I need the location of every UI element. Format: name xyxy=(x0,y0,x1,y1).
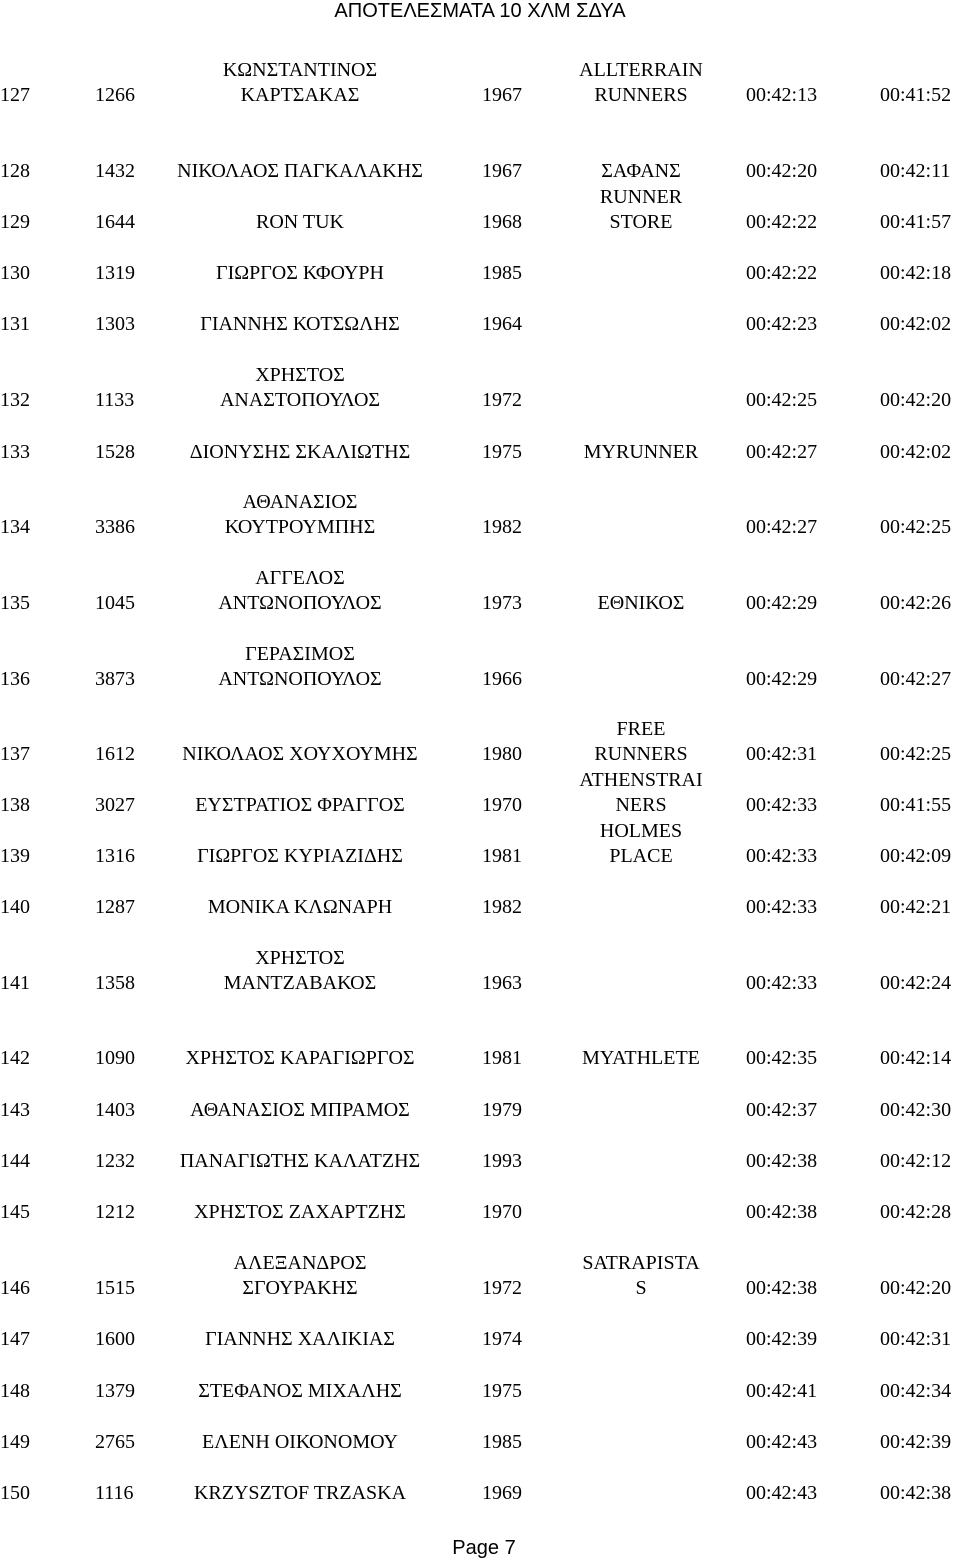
table-row xyxy=(0,415,960,465)
result-year: 1975 xyxy=(482,441,522,463)
result-net-time: 00:42:11 xyxy=(880,160,951,182)
result-position: 129 xyxy=(0,211,30,233)
result-time: 00:42:39 xyxy=(746,1328,818,1350)
result-net-time: 00:42:14 xyxy=(880,1047,952,1069)
result-year: 1968 xyxy=(482,211,522,233)
result-time: 00:42:33 xyxy=(746,794,818,816)
result-name: ΧΡΗΣΤΟΣ ΚΑΡΑΓΙΩΡΓΟΣ xyxy=(185,1047,415,1069)
result-position: 138 xyxy=(0,794,30,816)
result-year: 1963 xyxy=(482,972,522,994)
result-time: 00:42:38 xyxy=(746,1150,818,1172)
table-row xyxy=(0,1302,960,1352)
table-row xyxy=(0,287,960,337)
result-year: 1966 xyxy=(482,668,522,690)
result-name: KRZYSZTOF TRZASKA xyxy=(193,1482,407,1504)
result-name: ΕΥΣΤΡΑΤΙΟΣ ΦΡΑΓΓΟΣ xyxy=(195,794,405,816)
result-year: 1993 xyxy=(482,1150,522,1172)
result-net-time: 00:42:20 xyxy=(880,1277,952,1299)
result-bib: 1212 xyxy=(95,1201,135,1223)
result-name: ΝΙΚΟΛΑΟΣ ΧΟΥΧΟΥΜΗΣ xyxy=(182,743,418,765)
result-net-time: 00:42:25 xyxy=(880,743,952,765)
result-year: 1981 xyxy=(482,845,522,867)
result-name: ΣΤΕΦΑΝΟΣ ΜΙΧΑΛΗΣ xyxy=(198,1380,402,1402)
result-bib: 1116 xyxy=(95,1482,134,1504)
result-year: 1982 xyxy=(482,896,522,918)
result-name: ΓΕΡΑΣΙΜΟΣ ΑΝΤΩΝΟΠΟΥΛΟΣ xyxy=(218,643,382,690)
result-year: 1979 xyxy=(482,1099,522,1121)
result-name: ΑΓΓΕΛΟΣ ΑΝΤΩΝΟΠΟΥΛΟΣ xyxy=(218,567,382,614)
result-position: 132 xyxy=(0,389,30,411)
result-net-time: 00:42:26 xyxy=(880,592,952,614)
result-time: 00:42:27 xyxy=(746,516,818,538)
table-row xyxy=(0,1021,960,1071)
result-position: 137 xyxy=(0,743,30,765)
result-position: 135 xyxy=(0,592,30,614)
page-footer xyxy=(0,1537,960,1559)
result-position: 146 xyxy=(0,1277,30,1299)
result-club: FREE RUNNERS xyxy=(594,718,688,765)
result-net-time: 00:42:20 xyxy=(880,389,952,411)
result-bib: 1379 xyxy=(95,1380,135,1402)
result-position: 147 xyxy=(0,1328,30,1350)
result-position: 139 xyxy=(0,845,30,867)
result-name: RON TUK xyxy=(256,211,344,233)
result-club: RUNNER STORE xyxy=(599,186,683,233)
result-year: 1972 xyxy=(482,389,522,411)
result-name: ΑΛΕΞΑΝΔΡΟΣ ΣΓΟΥΡΑΚΗΣ xyxy=(233,1252,367,1299)
result-net-time: 00:42:18 xyxy=(880,262,952,284)
result-bib: 2765 xyxy=(95,1431,135,1453)
result-time: 00:42:27 xyxy=(746,441,818,463)
result-net-time: 00:41:52 xyxy=(880,84,952,106)
result-time: 00:42:37 xyxy=(746,1099,818,1121)
result-time: 00:42:20 xyxy=(746,160,818,182)
result-club: MYATHLETE xyxy=(582,1047,700,1069)
result-bib: 1403 xyxy=(95,1099,135,1121)
table-row xyxy=(0,58,960,108)
result-name: ΜΟΝΙΚΑ ΚΛΩΝΑΡΗ xyxy=(207,896,393,918)
result-year: 1973 xyxy=(482,592,522,614)
result-time: 00:42:22 xyxy=(746,262,818,284)
result-name: ΕΛΕΝΗ ΟΙΚΟΝΟΜΟΥ xyxy=(202,1431,398,1453)
result-club: MYRUNNER xyxy=(583,441,699,463)
table-row xyxy=(0,566,960,616)
result-time: 00:42:33 xyxy=(746,845,818,867)
result-net-time: 00:42:21 xyxy=(880,896,952,918)
table-row xyxy=(0,1073,960,1123)
result-year: 1974 xyxy=(482,1328,522,1350)
result-net-time: 00:42:31 xyxy=(880,1328,952,1350)
result-club: SATRAPISTA S xyxy=(582,1252,700,1299)
result-time: 00:42:38 xyxy=(746,1277,818,1299)
result-year: 1980 xyxy=(482,743,522,765)
result-time: 00:42:29 xyxy=(746,668,818,690)
result-bib: 1612 xyxy=(95,743,135,765)
result-name: ΧΡΗΣΤΟΣ ΜΑΝΤΖΑΒΑΚΟΣ xyxy=(223,947,377,994)
result-bib: 1303 xyxy=(95,313,135,335)
result-position: 149 xyxy=(0,1431,30,1453)
result-time: 00:42:23 xyxy=(746,313,818,335)
result-bib: 1600 xyxy=(95,1328,135,1350)
result-bib: 1432 xyxy=(95,160,135,182)
result-position: 143 xyxy=(0,1099,30,1121)
result-net-time: 00:42:39 xyxy=(880,1431,952,1453)
table-row xyxy=(0,1251,960,1301)
table-row xyxy=(0,642,960,692)
result-time: 00:42:33 xyxy=(746,972,818,994)
result-club: ΕΘΝΙΚΟΣ xyxy=(597,592,685,614)
result-time: 00:42:13 xyxy=(746,84,818,106)
result-club: ATHENSTRAI NERS xyxy=(579,769,703,816)
table-row xyxy=(0,870,960,920)
result-name: ΓΙΑΝΝΗΣ ΧΑΛΙΚΙΑΣ xyxy=(205,1328,395,1350)
result-net-time: 00:42:28 xyxy=(880,1201,952,1223)
table-row xyxy=(0,946,960,996)
table-row xyxy=(0,1456,960,1506)
result-time: 00:42:31 xyxy=(746,743,818,765)
result-net-time: 00:41:55 xyxy=(880,794,952,816)
result-name: ΑΘΑΝΑΣΙΟΣ ΜΠΡΑΜΟΣ xyxy=(190,1099,410,1121)
result-time: 00:42:43 xyxy=(746,1482,818,1504)
table-row xyxy=(0,1354,960,1404)
result-year: 1970 xyxy=(482,1201,522,1223)
result-year: 1970 xyxy=(482,794,522,816)
table-row xyxy=(0,185,960,235)
result-bib: 1316 xyxy=(95,845,135,867)
result-net-time: 00:42:27 xyxy=(880,668,952,690)
result-position: 130 xyxy=(0,262,30,284)
table-row xyxy=(0,717,960,767)
result-net-time: 00:42:02 xyxy=(880,441,952,463)
page-title: ΑΠΟΤΕΛΕΣΜΑΤΑ 10 ΧΛΜ ΣΔΥΑ xyxy=(334,0,626,22)
table-row xyxy=(0,236,960,286)
table-row xyxy=(0,1124,960,1174)
result-bib: 1319 xyxy=(95,262,135,284)
result-name: ΚΩΝΣΤΑΝΤΙΝΟΣ ΚΑΡΤΣΑΚΑΣ xyxy=(222,59,378,106)
table-row xyxy=(0,819,960,869)
result-year: 1985 xyxy=(482,262,522,284)
result-position: 127 xyxy=(0,84,30,106)
result-year: 1969 xyxy=(482,1482,522,1504)
result-name: ΓΙΩΡΓΟΣ ΚΦΟΥΡΗ xyxy=(216,262,384,284)
result-position: 141 xyxy=(0,972,30,994)
result-position: 142 xyxy=(0,1047,30,1069)
result-time: 00:42:38 xyxy=(746,1201,818,1223)
result-bib: 1232 xyxy=(95,1150,135,1172)
result-year: 1972 xyxy=(482,1277,522,1299)
result-club: HOLMES PLACE xyxy=(599,820,683,867)
result-time: 00:42:25 xyxy=(746,389,818,411)
result-bib: 3027 xyxy=(95,794,135,816)
result-club: ΣΑΦΑΝΣ xyxy=(601,160,681,182)
result-position: 150 xyxy=(0,1482,30,1504)
result-bib: 1358 xyxy=(95,972,135,994)
result-name: ΧΡΗΣΤΟΣ ΖΑΧΑΡΤΖΗΣ xyxy=(194,1201,406,1223)
result-year: 1964 xyxy=(482,313,522,335)
result-net-time: 00:42:30 xyxy=(880,1099,952,1121)
result-year: 1985 xyxy=(482,1431,522,1453)
result-bib: 1528 xyxy=(95,441,135,463)
result-position: 136 xyxy=(0,668,30,690)
result-time: 00:42:41 xyxy=(746,1380,818,1402)
result-name: ΓΙΑΝΝΗΣ ΚΟΤΣΩΛΗΣ xyxy=(200,313,400,335)
result-bib: 1045 xyxy=(95,592,135,614)
result-position: 140 xyxy=(0,896,30,918)
result-bib: 1133 xyxy=(95,389,135,411)
result-club: ALLTERRAIN RUNNERS xyxy=(579,59,703,106)
page-number: Page 7 xyxy=(452,1537,516,1559)
result-net-time: 00:42:09 xyxy=(880,845,952,867)
result-year: 1967 xyxy=(482,84,522,106)
result-time: 00:42:22 xyxy=(746,211,818,233)
result-bib: 3873 xyxy=(95,668,135,690)
result-bib: 1287 xyxy=(95,896,135,918)
result-net-time: 00:41:57 xyxy=(880,211,952,233)
result-time: 00:42:29 xyxy=(746,592,818,614)
result-time: 00:42:33 xyxy=(746,896,818,918)
result-net-time: 00:42:24 xyxy=(880,972,952,994)
result-name: ΧΡΗΣΤΟΣ ΑΝΑΣΤΟΠΟΥΛΟΣ xyxy=(219,364,381,411)
result-name: ΝΙΚΟΛΑΟΣ ΠΑΓΚΑΛΑΚΗΣ xyxy=(177,160,423,182)
result-name: ΠΑΝΑΓΙΩΤΗΣ ΚΑΛΑΤΖΗΣ xyxy=(179,1150,421,1172)
table-row xyxy=(0,490,960,540)
result-bib: 1644 xyxy=(95,211,135,233)
result-year: 1967 xyxy=(482,160,522,182)
table-row xyxy=(0,363,960,413)
result-net-time: 00:42:34 xyxy=(880,1380,952,1402)
result-time: 00:42:35 xyxy=(746,1047,818,1069)
result-name: ΑΘΑΝΑΣΙΟΣ ΚΟΥΤΡΟΥΜΠΗΣ xyxy=(224,491,376,538)
result-net-time: 00:42:02 xyxy=(880,313,952,335)
result-position: 133 xyxy=(0,441,30,463)
result-position: 131 xyxy=(0,313,30,335)
result-time: 00:42:43 xyxy=(746,1431,818,1453)
result-bib: 3386 xyxy=(95,516,135,538)
table-row xyxy=(0,1175,960,1225)
result-bib: 1266 xyxy=(95,84,135,106)
result-year: 1981 xyxy=(482,1047,522,1069)
result-position: 128 xyxy=(0,160,30,182)
table-row xyxy=(0,768,960,818)
result-name: ΓΙΩΡΓΟΣ ΚΥΡΙΑΖΙΔΗΣ xyxy=(197,845,403,867)
result-net-time: 00:42:12 xyxy=(880,1150,952,1172)
table-row xyxy=(0,134,960,184)
result-year: 1975 xyxy=(482,1380,522,1402)
result-net-time: 00:42:38 xyxy=(880,1482,952,1504)
result-net-time: 00:42:25 xyxy=(880,516,952,538)
result-bib: 1090 xyxy=(95,1047,135,1069)
result-position: 148 xyxy=(0,1380,30,1402)
result-position: 144 xyxy=(0,1150,30,1172)
table-row xyxy=(0,1405,960,1455)
result-bib: 1515 xyxy=(95,1277,135,1299)
result-year: 1982 xyxy=(482,516,522,538)
result-position: 134 xyxy=(0,516,30,538)
result-name: ΔΙΟΝΥΣΗΣ ΣΚΑΛΙΩΤΗΣ xyxy=(189,441,411,463)
result-position: 145 xyxy=(0,1201,30,1223)
